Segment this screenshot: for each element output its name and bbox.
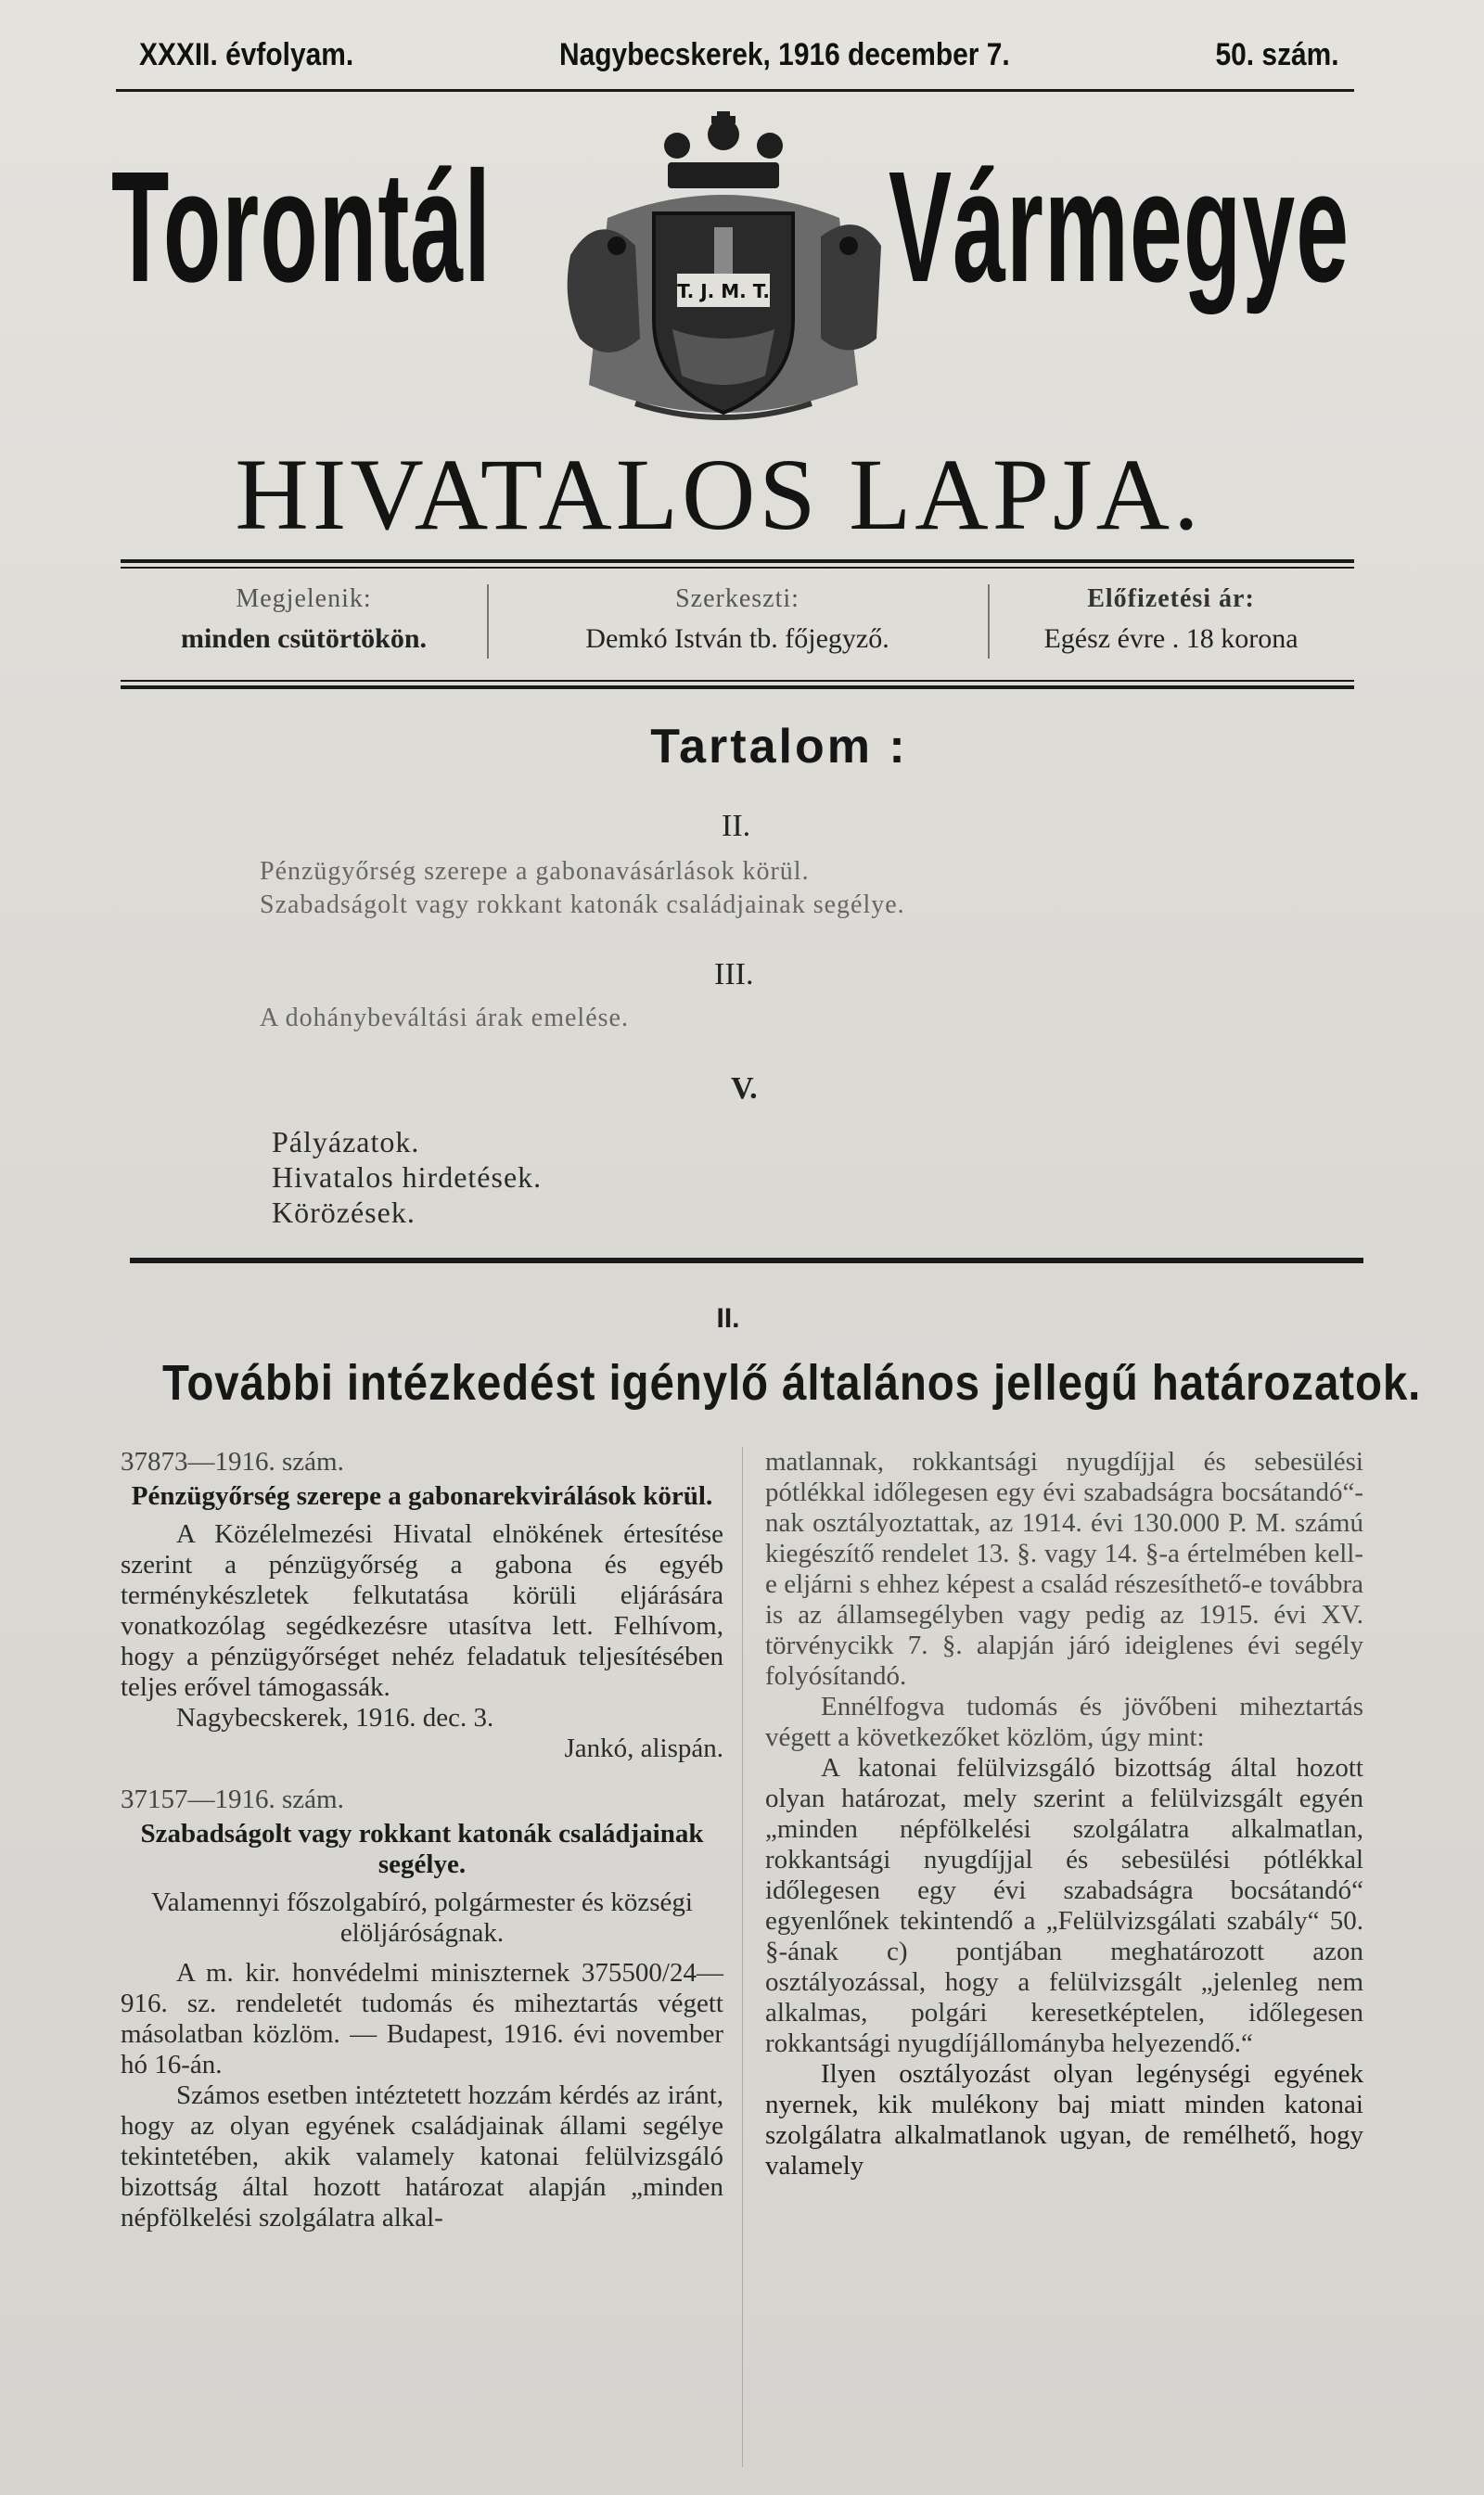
contents-item: Szabadságolt vagy rokkant katonák családjainak segélye. bbox=[260, 890, 905, 919]
contents-list bbox=[260, 1002, 629, 1035]
info-divider bbox=[487, 584, 489, 659]
volume-label: XXXII. évfolyam. bbox=[139, 37, 354, 72]
issue-number: 50. szám. bbox=[1215, 37, 1339, 72]
contents-section-roman: V. bbox=[731, 1071, 758, 1106]
left-column bbox=[121, 1447, 723, 2233]
header-line bbox=[139, 37, 1339, 73]
info-divider bbox=[988, 584, 990, 659]
crest-inscription: T. J. M. T. bbox=[677, 280, 770, 302]
contents-item: Pályázatok. bbox=[272, 1125, 420, 1158]
article-place-date: Nagybecskerek, 1916. dec. 3. bbox=[176, 1703, 494, 1733]
contents-item: A dohánybeváltási árak emelése. bbox=[260, 1004, 629, 1032]
editor-label: Szerkeszti: bbox=[675, 584, 800, 613]
article-title: Pénzügyőrség szerepe a gabonarekvirálások körül. bbox=[131, 1481, 713, 1511]
header-rule bbox=[116, 89, 1354, 92]
article-paragraph: Számos esetben intéztetett hozzám kérdés az iránt, hogy az olyan egyének családjainak állami segélye tekintetében, akik valamely katonai felülvizsgáló bizottság által hozott határozat alapján „minden népfölkelési szolgálatra alkal- bbox=[121, 2080, 723, 2233]
info-rule-top bbox=[121, 559, 1354, 563]
masthead-left-word: Torontál bbox=[111, 139, 492, 315]
article-signature: Jankó, alispán. bbox=[564, 1734, 723, 1763]
article-number: 37157—1916. szám. bbox=[121, 1785, 344, 1814]
appears-label: Megjelenik: bbox=[236, 584, 372, 613]
price-value: Egész évre . 18 korona bbox=[1043, 623, 1298, 654]
contents-list bbox=[272, 1124, 542, 1230]
coat-of-arms-icon bbox=[552, 107, 895, 431]
appears-block bbox=[121, 584, 487, 677]
masthead-subtitle: HIVATALOS LAPJA. bbox=[235, 438, 1203, 551]
contents-item: Körözések. bbox=[272, 1196, 416, 1229]
editor-block bbox=[487, 584, 988, 677]
contents-item: Hivatalos hirdetések. bbox=[272, 1160, 543, 1194]
section-headline: További intézkedést igénylő általános jellegű határozatok. bbox=[162, 1355, 1422, 1411]
editor-value: Demkó István tb. főjegyző. bbox=[585, 623, 889, 654]
article-paragraph: A katonai felülvizsgáló bizottság által hozott olyan határozat, mely szerint a felülvizsgált egyén „minden népfölkelési szolgálatra alkalmatlan, rokkantsági nyugdíjjal és sebesülési pótlékkal időlegesen egy évi szabadságra bocsátandó“ egyenlőnek tekintendő a „Felülvizsgálati szabály“ 50. §-ának c) pontjában meghatározott azon osztályozással, hogy a felülvizsgált „jelenleg nem alkalmas, polgári keresetképtelen, időlegesen rokkantsági nyugdíjállományba helyezendő.“ bbox=[765, 1753, 1363, 2058]
article-address: Valamennyi főszolgabíró, polgármester és községi elöljáróságnak. bbox=[151, 1887, 693, 1948]
info-bar bbox=[121, 584, 1354, 677]
contents-item: Pénzügyőrség szerepe a gabonavásárlások körül. bbox=[260, 857, 810, 886]
price-block bbox=[988, 584, 1354, 677]
masthead-right-word: Vármegye bbox=[889, 139, 1350, 315]
info-rule-bottom-thick bbox=[121, 685, 1354, 689]
appears-value: minden csütörtökön. bbox=[180, 623, 428, 654]
contents-list bbox=[260, 855, 905, 922]
article-paragraph: Ennélfogva tudomás és jövőbeni miheztartás végett a következőket közlöm, úgy mint: bbox=[765, 1692, 1363, 1752]
price-label: Előfizetési ár: bbox=[1087, 584, 1255, 613]
article-number: 37873—1916. szám. bbox=[121, 1447, 344, 1477]
article-body: A Közélelmezési Hivatal elnökének értesítése szerint a pénzügyőrség a gabona és egyéb terménykészletek felkutatása körüli eljárására vonatkozólag segédkezésre utasítva lett. Felhívom, hogy a pénzügyőrséget nehéz feladatuk teljesítésében teljes erővel támogassák. bbox=[121, 1519, 723, 1702]
info-rule-bottom bbox=[121, 680, 1354, 682]
article-title: Szabadságolt vagy rokkant katonák családjainak segélye. bbox=[140, 1819, 704, 1879]
article-paragraph: Ilyen osztályozást olyan legénységi egyének nyernek, kik mulékony baj miatt minden katonai szolgálatra alkalmatlanok ugyan, de remélhető, hogy valamely bbox=[765, 2059, 1363, 2181]
contents-section-roman: III. bbox=[714, 957, 754, 992]
place-date: Nagybecskerek, 1916 december 7. bbox=[558, 37, 1010, 72]
contents-title: Tartalom : bbox=[650, 720, 908, 774]
contents-rule bbox=[130, 1258, 1363, 1263]
column-divider bbox=[742, 1447, 743, 2467]
right-column bbox=[765, 1447, 1363, 2182]
article-paragraph: matlannak, rokkantsági nyugdíjjal és sebesülési pótlékkal időlegesen egy évi szabadságra bocsátandó“-nak osztályoztattak, az 1914. évi 130.000 P. M. számú kiegészítő rendelet 13. §. vagy 14. §-a értelmében kell-e eljárni s ehhez képest a család részesíthető-e továbbra is az államsegélyben vagy pedig az 1915. évi XV. törvénycikk 7. §. alapján járó ideiglenes évi segély folyósítandó. bbox=[765, 1447, 1363, 1691]
info-rule-top-thin bbox=[121, 567, 1354, 569]
article-paragraph: A m. kir. honvédelmi miniszternek 375500/24—916. sz. rendeletét tudomás és miheztartás végett másolatban közlöm. — Budapest, 1916. évi november hó 16-án. bbox=[121, 1958, 723, 2079]
contents-section-roman: II. bbox=[722, 809, 751, 843]
section-number: II. bbox=[716, 1303, 740, 1334]
